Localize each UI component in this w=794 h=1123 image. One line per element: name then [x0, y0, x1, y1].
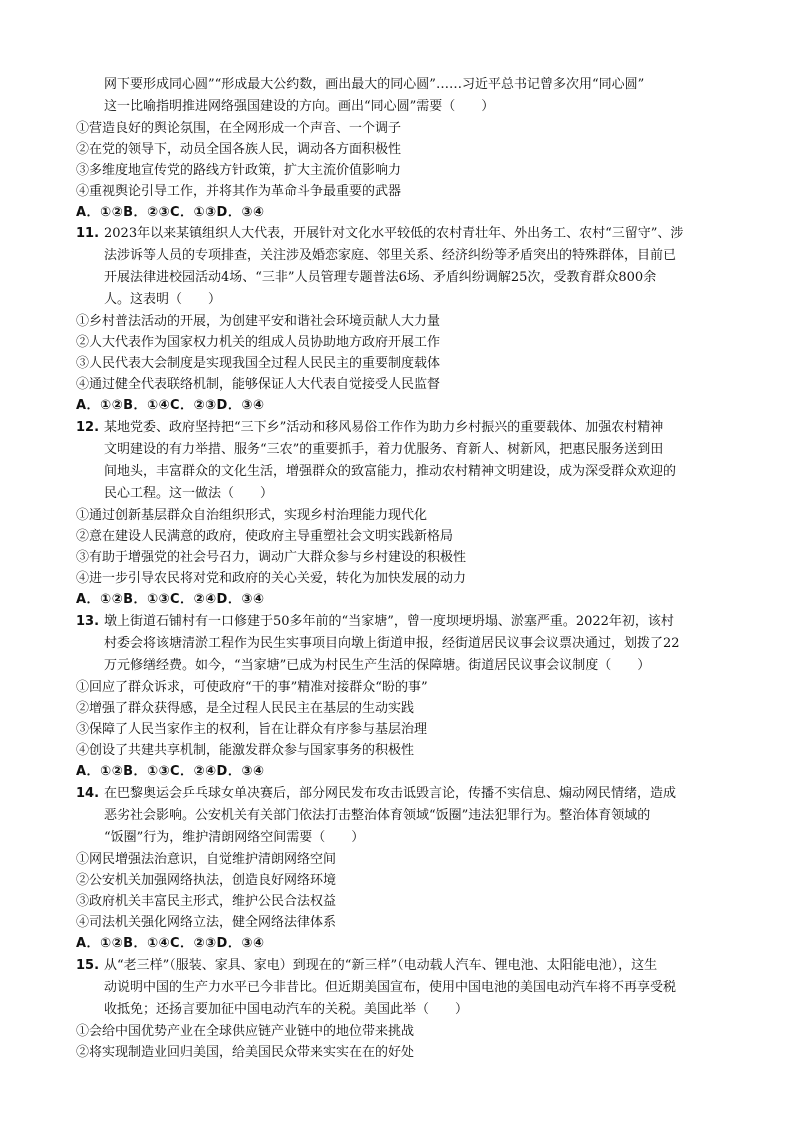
- q10-stem-line-1: 网下要形成同心圆”“形成最大公约数，画出最大的同心圆”……习近平总书记曾多次用“同心圆”: [104, 77, 645, 92]
- q11-option-1: ①乡村普法活动的开展，为创建平安和谐社会环境贡献人大力量: [76, 314, 441, 329]
- q13-option-1: ①回应了群众诉求，可使政府“干的事”精准对接群众“盼的事”: [76, 680, 428, 695]
- q11-stem-line-3: 开展法律进校园活动4场、“三非”人员管理专题普法6场、矛盾纠纷调解25次，受教育群众800余: [104, 270, 657, 285]
- q13-answer-choices: A．①②B．①③C．②④D．③④: [76, 764, 265, 779]
- q10-option-2: ②在党的领导下，动员全国各族人民，调动各方面积极性: [76, 142, 402, 157]
- q12-option-3: ③有助于增强党的社会号召力，调动广大群众参与乡村建设的积极性: [76, 550, 467, 565]
- q13-stem-line-3: 万元修缮经费。如今，“当家塘”已成为村民生产生活的保障塘。街道居民议事会议制度（ ）: [104, 658, 651, 673]
- q13-option-3: ③保障了人民当家作主的权利，旨在让群众有序参与基层治理: [76, 722, 428, 737]
- q15-stem-line-3: 收抵免；还扬言要加征中国电动汽车的关税。美国此举（ ）: [104, 1002, 469, 1017]
- q12-stem-line-3: 间地头，丰富群众的文化生活，增强群众的致富能力，推动农村精神文明建设，成为深受群众欢迎的: [104, 464, 677, 479]
- q10-option-1: ①营造良好的舆论氛围，在全网形成一个声音、一个调子: [76, 121, 402, 136]
- q14-option-3: ③政府机关丰富民主形式，维护公民合法权益: [76, 894, 337, 909]
- q11-number: 11.: [76, 226, 100, 241]
- q11-stem-line-4: 人。这表明（ ）: [104, 292, 222, 307]
- q12-stem-line-1: 某地党委、政府坚持把“三下乡”活动和移风易俗工作作为助力乡村振兴的重要载体、加强农村精神: [104, 420, 664, 435]
- q14-answer-choices: A．①②B．①④C．②③D．③④: [76, 936, 265, 951]
- q15-stem-line-2: 动说明中国的生产力水平已今非昔比。但近期美国宣布，使用中国电池的美国电动汽车将不再享受税: [104, 980, 677, 995]
- q13-stem-line-1: 墩上街道石铺村有一口修建于50多年前的“当家塘”，曾一度坝埂坍塌、淤塞严重。2022年初，该村: [104, 614, 674, 629]
- q12-stem-line-2: 文明建设的有力举措、服务“三农”的重要抓手，着力优服务、育新人、树新风，把惠民服务送到田: [104, 442, 664, 457]
- q14-stem-line-3: “饭圈”行为，维护清朗网络空间需要（ ）: [104, 830, 365, 845]
- q10-answer-choices: A．①②B．②③C．①③D．③④: [76, 205, 265, 220]
- q14-option-1: ①网民增强法治意识，自觉维护清朗网络空间: [76, 852, 337, 867]
- q11-answer-choices: A．①②B．①④C．②③D．③④: [76, 398, 265, 413]
- q14-option-4: ④司法机关强化网络立法，健全网络法律体系: [76, 915, 337, 930]
- q15-option-1: ①会给中国优势产业在全球供应链产业链中的地位带来挑战: [76, 1024, 415, 1039]
- q12-number: 12.: [76, 420, 100, 435]
- q11-stem-line-1: 2023年以来某镇组织人大代表，开展针对文化水平较低的农村青壮年、外出务工、农村“三留守”、涉: [104, 226, 684, 241]
- q14-stem-line-2: 恶劣社会影响。公安机关有关部门依法打击整治体育领域“饭圈”违法犯罪行为。整治体育领域的: [104, 808, 651, 823]
- q15-number: 15.: [76, 958, 100, 973]
- q11-stem-line-2: 法涉诉等人员的专项排查，关注涉及婚恋家庭、邻里关系、经济纠纷等矛盾突出的特殊群体，目前已: [104, 248, 677, 263]
- q10-option-3: ③多维度地宣传党的路线方针政策，扩大主流价值影响力: [76, 163, 402, 178]
- q13-number: 13.: [76, 614, 100, 629]
- q15-option-2: ②将实现制造业回归美国，给美国民众带来实实在在的好处: [76, 1045, 415, 1060]
- q14-option-2: ②公安机关加强网络执法，创造良好网络环境: [76, 873, 337, 888]
- q12-option-2: ②意在建设人民满意的政府，使政府主导重塑社会文明实践新格局: [76, 529, 454, 544]
- q11-option-4: ④通过健全代表联络机制，能够保证人大代表自觉接受人民监督: [76, 377, 441, 392]
- q10-stem-line-2: 这一比喻指明推进网络强国建设的方向。画出“同心圆”需要（ ）: [104, 99, 495, 114]
- q13-option-4: ④创设了共建共享机制，能激发群众参与国家事务的积极性: [76, 743, 415, 758]
- q10-option-4: ④重视舆论引导工作，并将其作为革命斗争最重要的武器: [76, 184, 402, 199]
- q14-number: 14.: [76, 786, 100, 801]
- q11-option-3: ③人民代表大会制度是实现我国全过程人民民主的重要制度载体: [76, 356, 441, 371]
- q12-option-4: ④进一步引导农民将对党和政府的关心关爱，转化为加快发展的动力: [76, 571, 467, 586]
- q12-option-1: ①通过创新基层群众自治组织形式，实现乡村治理能力现代化: [76, 508, 428, 523]
- q12-stem-line-4: 民心工程。这一做法（ ）: [104, 486, 274, 501]
- q11-option-2: ②人大代表作为国家权力机关的组成人员协助地方政府开展工作: [76, 335, 441, 350]
- q12-answer-choices: A．①②B．①③C．②④D．③④: [76, 592, 265, 607]
- q13-option-2: ②增强了群众获得感，是全过程人民民主在基层的生动实践: [76, 701, 415, 716]
- q13-stem-line-2: 村委会将该塘清淤工程作为民生实事项目向墩上街道申报，经街道居民议事会议票决通过，划拨了22: [104, 636, 680, 651]
- q15-stem-line-1: 从“老三样”（服装、家具、家电）到现在的“新三样”（电动载人汽车、锂电池、太阳能电池），这生: [104, 958, 658, 973]
- q14-stem-line-1: 在巴黎奥运会乒乓球女单决赛后，部分网民发布攻击诋毁言论，传播不实信息、煽动网民情绪，造成: [104, 786, 677, 801]
